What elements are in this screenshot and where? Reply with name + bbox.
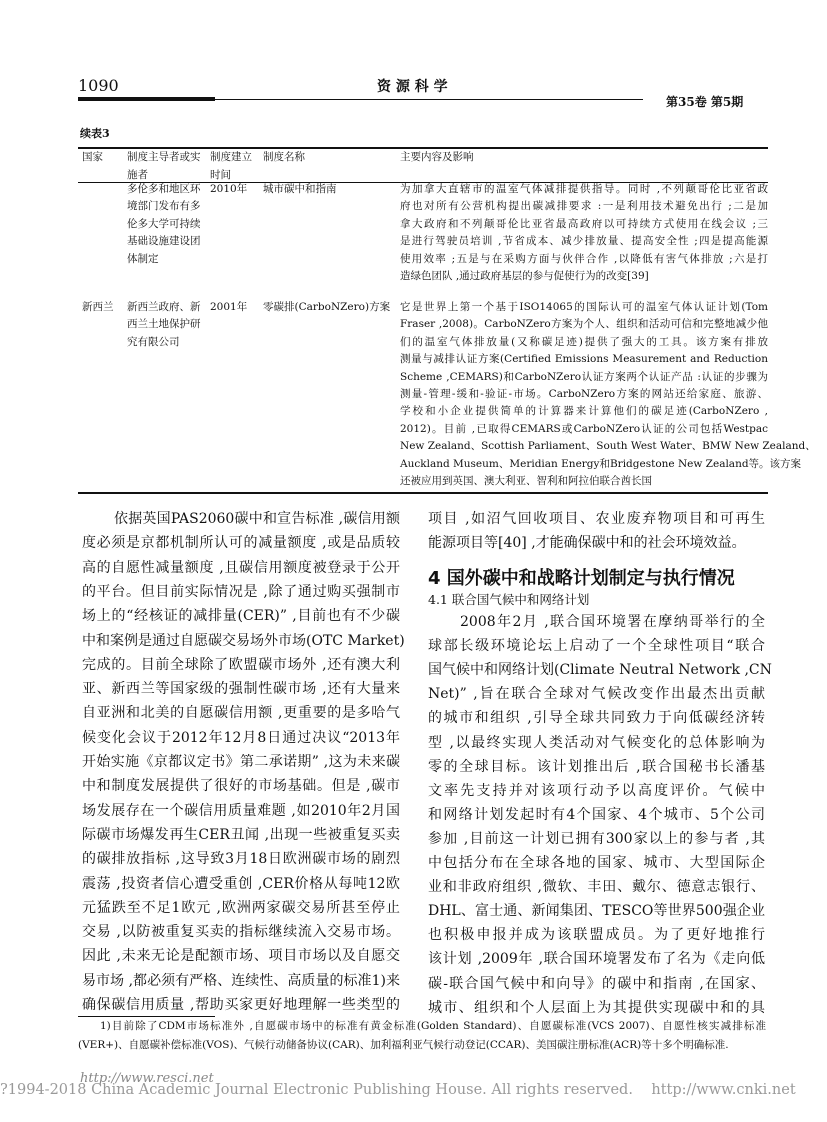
cell-name: 城市碳中和指南	[263, 183, 337, 195]
journal-title: 资 源 科 学	[377, 79, 448, 95]
paragraph-line: 该计划 ,2009年 ,联合国环境署发布了名为《走向低	[428, 951, 765, 968]
cell-agent: 新西兰政府、新	[127, 301, 201, 313]
cell-content: 还被应用到英国、澳大利亚、智利和阿拉伯联合酋长国	[400, 475, 652, 487]
paragraph-line: 2008年2月 ,联合国环境署在摩纳哥举行的全	[460, 614, 765, 630]
cell-content: 是进行驾驶员培训 ,节省成本、减少排放量、提高安全性 ;四是提高能源	[400, 235, 768, 248]
paragraph-line: 开始实施《京都议定书》第二承诺期” ,这为未来碳	[82, 754, 400, 770]
subsection-heading: 4.1 联合国气候中和网络计划	[428, 592, 590, 607]
cell-content: 它是世界上第一个基于ISO14065的国际认可的温室气体认证计划(Tom	[400, 301, 768, 313]
paragraph-line: 依据英国PAS2060碳中和宣告标准 ,碳信用额	[114, 511, 400, 527]
issue-label: 第35卷 第5期	[666, 95, 744, 109]
paragraph-line: 零的全球目标。该计划推出后 ,联合国秘书长潘基	[428, 758, 765, 775]
cell-content: 们的温室气体排放量(又称碳足迹)提供了强大的工具。该方案有排放	[400, 335, 768, 348]
cell-content: 使用效率 ;五是与在采购方面与伙伴合作 ,以降低有害气体排放 ;六是打	[400, 252, 768, 265]
cell-year: 2001年	[210, 301, 248, 313]
cell-content: Scheme ,CEMARS)和CarboNZero认证方案两个认证产品 :认证的步骤为	[400, 370, 768, 383]
section-heading: 4 国外碳中和战略计划制定与执行情况	[428, 568, 735, 589]
paragraph-line: 易市场 ,都必须有严格、连续性、高质量的标准1)来	[82, 972, 400, 989]
paragraph-line: 自亚洲和北美的自愿碳信用额 ,更重要的是多哈气	[82, 705, 400, 722]
paragraph-line: Net)” ,旨在联合全球对气候改变作出最杰出贡献	[428, 686, 765, 703]
paragraph-line: 际碳市场爆发再生CER丑闻 ,出现一些被重复买卖	[82, 826, 400, 843]
cell-name: 零碳排(CarboNZero)方案	[263, 301, 391, 313]
footnote-rule	[78, 1016, 215, 1017]
paragraph-line: 因此 ,未来无论是配额市场、项目市场以及自愿交	[82, 948, 400, 965]
paragraph-line: 型 ,以最终实现人类活动对气候变化的总体影响为	[428, 734, 765, 751]
cell-content: 拿大政府和不列颠哥伦比亚省最高政府以可持续方式使用在线会议 ;三	[400, 217, 768, 230]
header-agent: 施者	[127, 168, 148, 181]
paragraph-line: 文率先支持并对该项行动予以高度评价。气候中	[428, 782, 765, 799]
cell-agent: 伦多大学可持续	[127, 217, 201, 230]
table-top-rule	[78, 147, 768, 149]
cell-content: Auckland Museum、Meridian Energy和Bridgestone New Zealand等。该方案	[400, 457, 802, 470]
cell-content: 学校和小企业提供简单的计算器来计算他们的碳足迹(CarboNZero ,	[400, 405, 768, 418]
journal-url: http://www.resci.net	[80, 1071, 214, 1086]
paragraph-line: 球部长级环境论坛上启动了一个全球性项目“联合	[428, 638, 765, 655]
cell-country: 新西兰	[82, 301, 114, 313]
cell-content: 为加拿大直辖市的温室气体减排提供指导。同时 ,不列颠哥伦比亚省政	[400, 183, 768, 195]
table-bottom-rule	[78, 492, 768, 494]
paragraph-line: DHL、富士通、新闻集团、TESCO等世界500强企业	[428, 903, 765, 920]
paragraph-line: 亚、新西兰等国家级的强制性碳市场 ,还有大量来	[82, 681, 400, 698]
cell-content: 测量与减排认证方案(Certified Emissions Measurement and Reduction	[400, 353, 768, 366]
cell-content: 府也对所有公营机构提出碳减排要求 :一是利用技术避免出行 ;二是加	[400, 200, 768, 213]
cell-agent: 究有限公司	[127, 335, 180, 348]
cell-content: New Zealand、Scottish Parliament、South West Water、BMW New Zealand、	[400, 440, 816, 453]
paragraph-line: 中和制度发展提供了很好的市场基础。但是 ,碳市	[82, 778, 400, 795]
cell-agent: 基础设施建设团	[127, 235, 201, 248]
paragraph-line: 的平台。但目前实际情况是 ,除了通过购买强制市	[82, 583, 400, 600]
page-number: 1090	[78, 76, 119, 95]
paragraph-line: 完成的。目前全球除了欧盟碳市场外 ,还有澳大利	[82, 656, 400, 673]
paragraph-line: 的碳排放指标 ,这导致3月18日欧洲碳市场的剧烈	[82, 851, 400, 868]
cell-year: 2010年	[210, 183, 248, 195]
cell-agent: 体制定	[127, 252, 159, 265]
paragraph-line: 业和非政府组织 ,微软、丰田、戴尔、德意志银行、	[428, 879, 765, 896]
cell-content: Fraser ,2008)。CarboNZero方案为个人、组织和活动可信和完整地减少他	[400, 318, 768, 331]
paragraph-line: 和网络计划发起时有4个国家、4个城市、5个公司	[428, 806, 765, 823]
cell-agent: 境部门发布有多	[127, 200, 201, 213]
copyright-notice: ?1994-2018 China Academic Journal Electronic Publishing House. All rights reserved. http://www.cnki.net	[0, 1082, 796, 1098]
paragraph-line: 碳-联合国气候中和向导》的碳中和指南 ,在国家、	[428, 975, 765, 992]
paragraph-line: 交易 ,以防被重复买卖的指标继续流入交易市场。	[82, 924, 400, 941]
paragraph-line: 度必须是京都机制所认可的减量额度 ,或是品质较	[82, 535, 400, 552]
header-country: 国家	[82, 151, 103, 163]
paragraph-line: 城市、组织和个人层面上为其提供实现碳中和的具	[428, 999, 765, 1016]
paragraph-line: 场上的“经核证的减排量(CER)” ,目前也有不少碳	[82, 608, 400, 625]
header-agent: 制度主导者或实	[127, 151, 201, 163]
table-caption: 续表3	[80, 127, 110, 140]
paragraph-line: 元猛跌至不足1欧元 ,欧洲两家碳交易所甚至停止	[82, 899, 400, 916]
paragraph-line: 参加 ,目前这一计划已拥有300家以上的参与者 ,其	[428, 830, 765, 847]
paragraph-line: 高的自愿性减量额度 ,且碳信用额度被登录于公开	[82, 559, 400, 576]
footnote-line: (VER+)、自愿碳补偿标准(VOS)、气候行动储备协议(CAR)、加利福利亚气候行动登记(CCAR)、美国碳注册标准(ACR)等十多个明确标准.	[78, 1039, 729, 1051]
paragraph-line: 项目 ,如沼气回收项目、农业废弃物项目和可再生	[428, 511, 765, 527]
paragraph-line: 也积极申报并成为该联盟成员。为了更好地推行	[428, 927, 765, 944]
header-year: 制度建立	[210, 151, 252, 163]
paragraph-line: 中和案例是通过自愿碳交易场外市场(OTC Market)	[82, 632, 405, 649]
paragraph-line: 能源项目等[40] ,才能确保碳中和的社会环境效益。	[428, 535, 746, 552]
header-name: 制度名称	[263, 151, 305, 163]
header-thick-rule	[78, 97, 215, 101]
header-year: 时间	[210, 168, 231, 181]
cell-content: 测量-管理-缓和-验证-市场。CarboNZero方案的网站还给家庭、旅游、	[400, 388, 768, 400]
paragraph-line: 确保碳信用质量 ,帮助买家更好地理解一些类型的	[82, 997, 400, 1013]
cell-agent: 多伦多和地区环	[127, 183, 201, 195]
header-content: 主要内容及影响	[400, 151, 474, 163]
paragraph-line: 候变化会议于2012年12月8日通过决议“2013年	[82, 729, 400, 746]
paragraph-line: 场发展存在一个碳信用质量难题 ,如2010年2月国	[82, 802, 400, 819]
paragraph-line: 中包括分布在全球各地的国家、城市、大型国际企	[428, 855, 765, 871]
cell-content: 2012)。目前 ,已取得CEMARS或CarboNZero认证的公司包括Westpac	[400, 422, 768, 435]
cell-agent: 西兰土地保护研	[127, 318, 201, 331]
paragraph-line: 震荡 ,投资者信心遭受重创 ,CER价格从每吨12欧	[82, 875, 400, 892]
paragraph-line: 国气候中和网络计划(Climate Neutral Network ,CN	[428, 662, 772, 679]
footnote-line: 1)目前除了CDM市场标准外 ,自愿碳市场中的标准有黄金标准(Golden Standard)、自愿碳标准(VCS 2007)、自愿性核实减排标准	[100, 1020, 766, 1032]
header-thin-rule	[215, 99, 643, 100]
cell-content: 造绿色团队 ,通过政府基层的参与促使行为的改变[39]	[400, 270, 649, 282]
paragraph-line: 的城市和组织 ,引导全球共同致力于向低碳经济转	[428, 710, 765, 727]
